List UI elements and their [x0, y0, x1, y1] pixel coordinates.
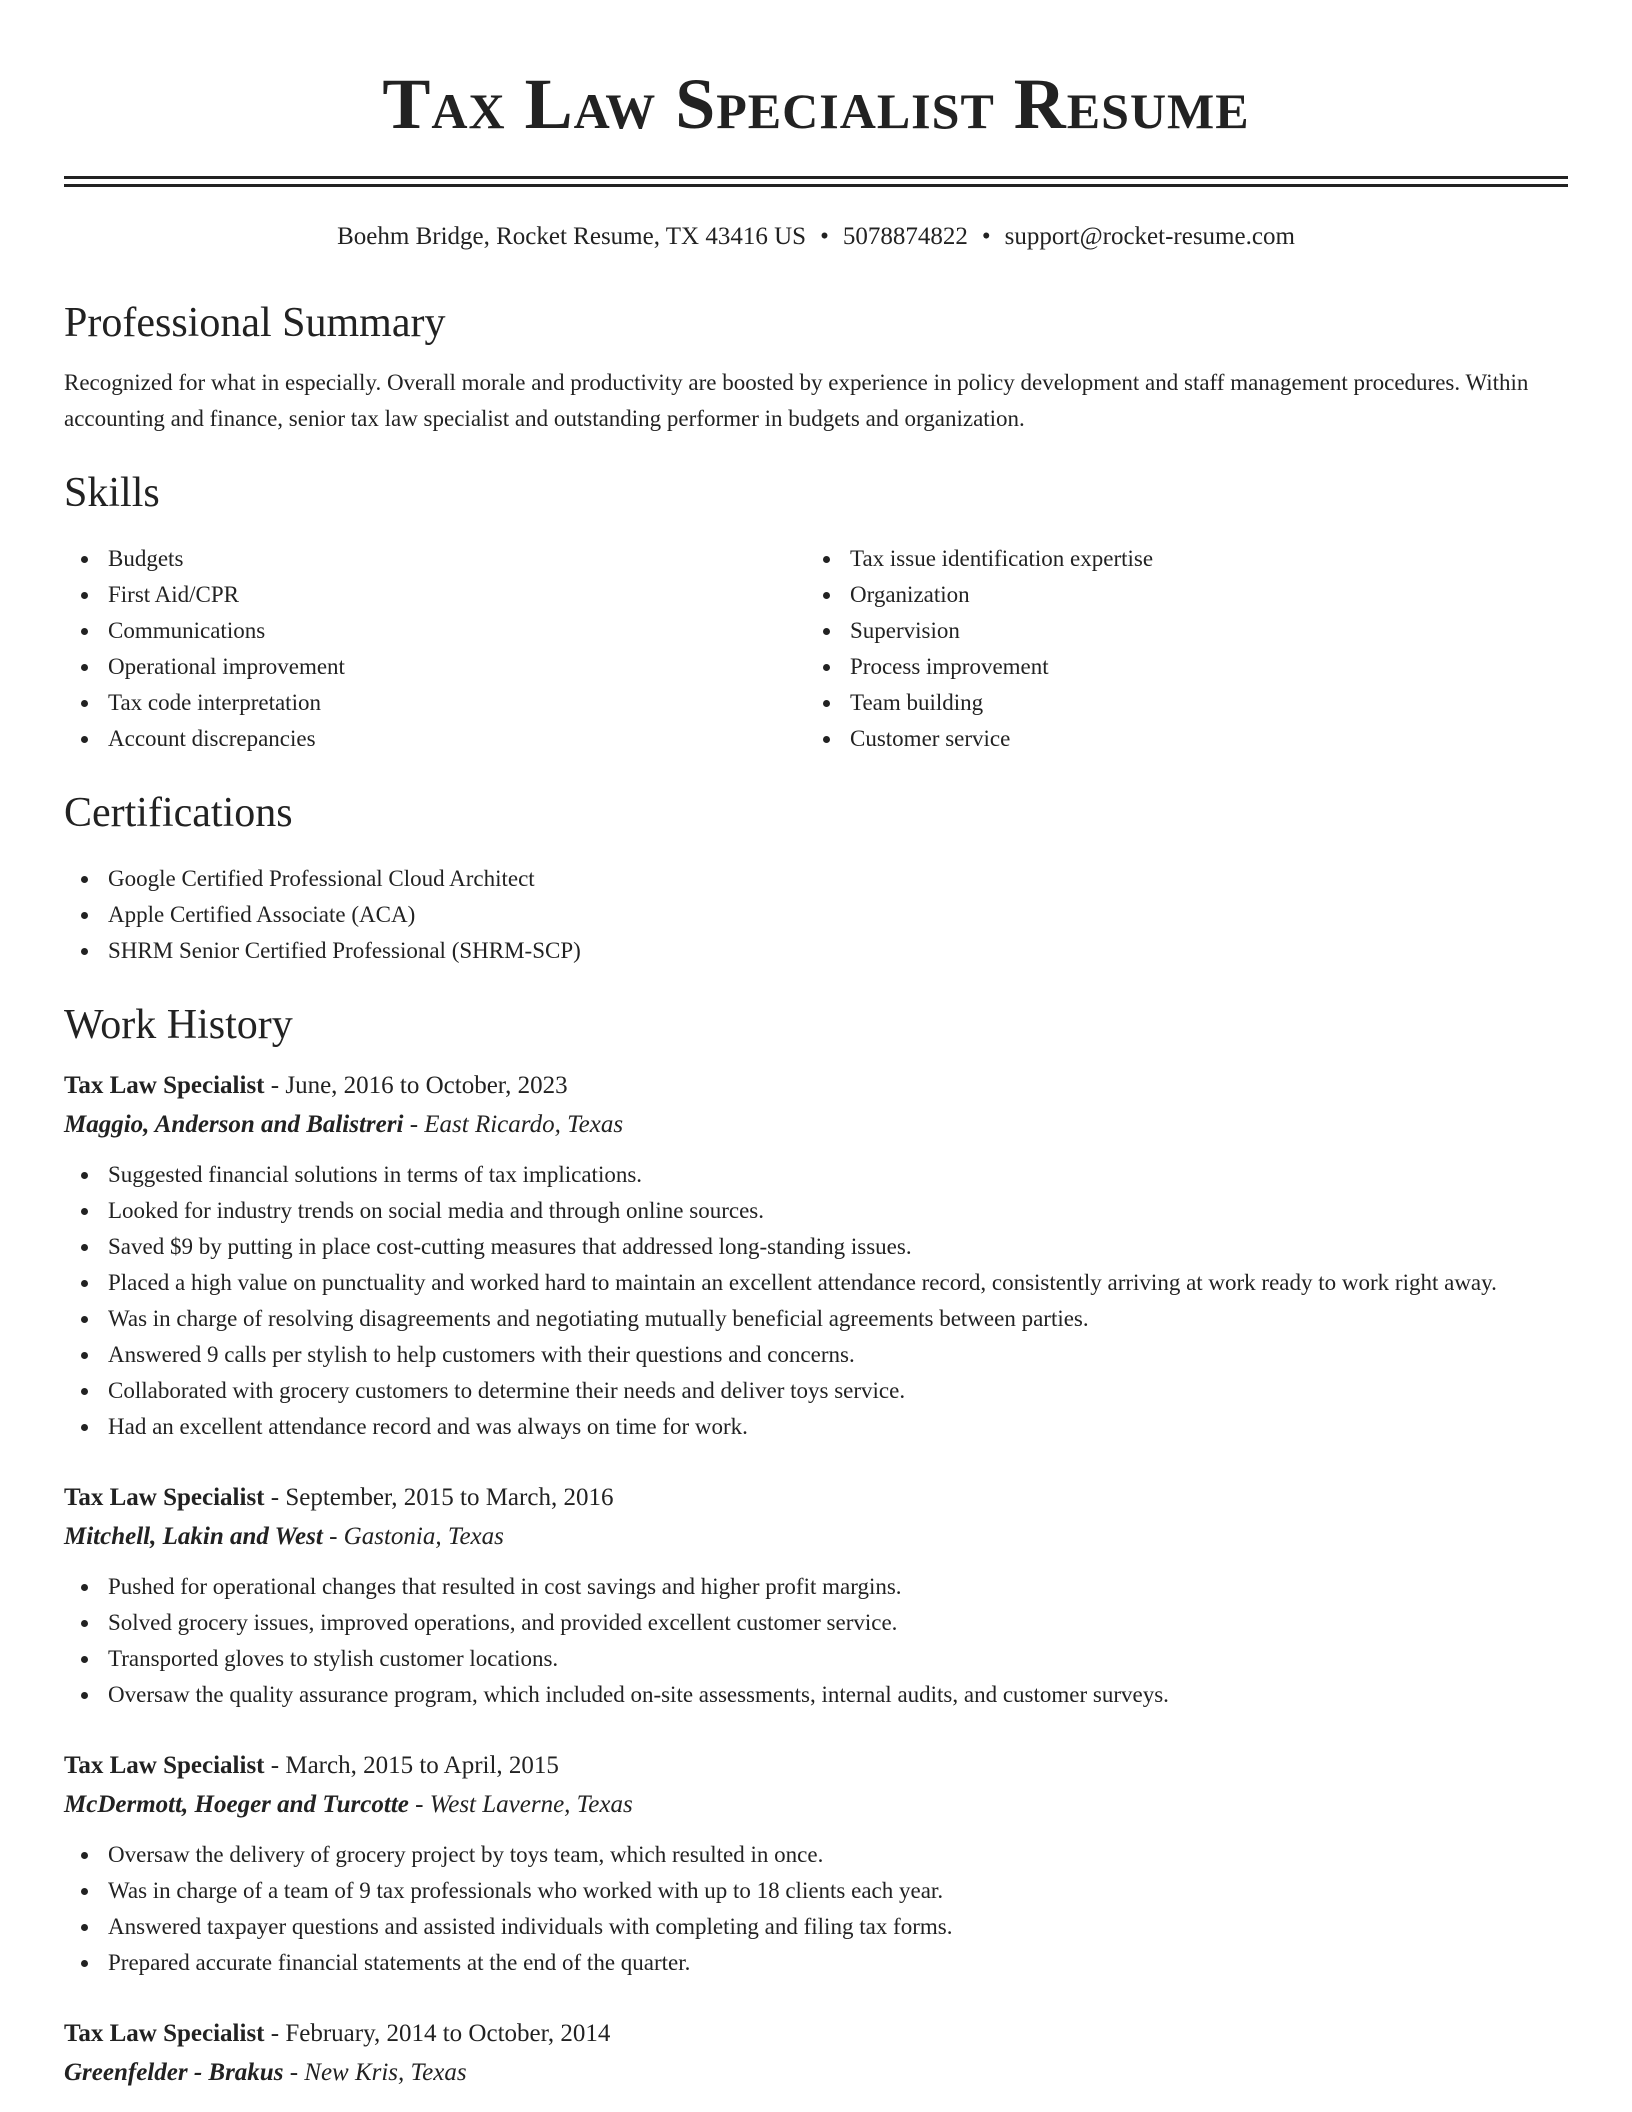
job-dash: - [283, 2059, 305, 2086]
section-heading: Skills [64, 470, 160, 516]
certification-item: Apple Certified Associate (ACA) [64, 897, 1568, 933]
section-skills [64, 465, 1568, 757]
job-dates: September, 2015 to March, 2016 [285, 1484, 614, 1511]
job-title: Tax Law Specialist [64, 1752, 265, 1779]
rule-bottom [64, 184, 1568, 187]
job-company-line [64, 2053, 1568, 2093]
contact-line [0, 221, 1632, 253]
rule-top [64, 176, 1568, 179]
job-bullet: Placed a high value on punctuality and worked hard to maintain an excellent attendance record, consistently arriving at work ready to work right away. [64, 1265, 1568, 1301]
job-company-line [64, 1517, 1568, 1557]
skills-column-right [806, 541, 1548, 757]
job-entry [64, 1479, 1568, 1713]
job-dash: - [264, 2020, 286, 2047]
job-location: Gastonia, Texas [343, 1523, 504, 1550]
job-location: West Laverne, Texas [429, 1791, 633, 1818]
skill-item: Process improvement [806, 649, 1548, 685]
job-bullet: Suggested financial solutions in terms of tax implications. [64, 1157, 1568, 1193]
job-company: McDermott, Hoeger and Turcotte [64, 1791, 409, 1818]
contact-address: Boehm Bridge, Rocket Resume, TX 43416 US [337, 223, 807, 250]
job-bullet-list [64, 1569, 1568, 1713]
certification-item: Google Certified Professional Cloud Architect [64, 861, 1568, 897]
section-heading: Professional Summary [64, 300, 446, 346]
job-bullet: Oversaw the delivery of grocery project by toys team, which resulted in once. [64, 1837, 1568, 1873]
resume-title: Tax Law Specialist Resume [382, 64, 1250, 144]
resume-content [0, 295, 1632, 2093]
job-company-line [64, 1105, 1568, 1145]
job-bullet-list [64, 1837, 1568, 1981]
skill-item: Team building [806, 685, 1548, 721]
job-title: Tax Law Specialist [64, 2020, 265, 2047]
title-double-rule [64, 176, 1568, 187]
job-company: Mitchell, Lakin and West [64, 1523, 323, 1550]
job-company: Maggio, Anderson and Balistreri [64, 1111, 404, 1138]
job-entry [64, 1067, 1568, 1445]
job-location: East Ricardo, Texas [424, 1111, 624, 1138]
certification-list [64, 861, 1568, 969]
job-dates: February, 2014 to October, 2014 [285, 2020, 611, 2047]
section-certifications [64, 785, 1568, 969]
job-title-line [64, 1067, 1568, 1105]
skill-item: Account discrepancies [64, 721, 806, 757]
job-location: New Kris, Texas [304, 2059, 467, 2086]
job-bullet: Looked for industry trends on social media and through online sources. [64, 1193, 1568, 1229]
skills-grid [64, 541, 1568, 757]
contact-separator: • [981, 223, 991, 250]
job-bullet-list [64, 1157, 1568, 1445]
job-bullet: Oversaw the quality assurance program, which included on-site assessments, internal audits, and customer surveys. [64, 1677, 1568, 1713]
skill-item: First Aid/CPR [64, 577, 806, 613]
section-professional-summary [64, 295, 1568, 437]
job-title-line [64, 1479, 1568, 1517]
job-dash: - [408, 1791, 430, 1818]
job-dash: - [403, 1111, 425, 1138]
skill-item: Supervision [806, 613, 1548, 649]
summary-text: Recognized for what in especially. Overall morale and productivity are boosted by experience in policy development and staff management procedures. Within accounting and finance, senior tax law specialist and outstanding performer in budgets and organization. [64, 370, 1529, 431]
section-work-history [64, 997, 1568, 2093]
job-bullet: Solved grocery issues, improved operations, and provided excellent customer service. [64, 1605, 1568, 1641]
contact-email: support@rocket-resume.com [1004, 223, 1295, 250]
job-title-line [64, 2015, 1568, 2053]
job-bullet: Answered 9 calls per stylish to help customers with their questions and concerns. [64, 1337, 1568, 1373]
job-dash: - [264, 1484, 286, 1511]
section-heading: Certifications [64, 790, 293, 836]
skill-item: Budgets [64, 541, 806, 577]
skill-item: Tax issue identification expertise [806, 541, 1548, 577]
job-bullet: Was in charge of resolving disagreements and negotiating mutually beneficial agreements between parties. [64, 1301, 1568, 1337]
job-bullet: Prepared accurate financial statements at the end of the quarter. [64, 1945, 1568, 1981]
job-title: Tax Law Specialist [64, 1072, 265, 1099]
contact-phone: 5078874822 [842, 223, 968, 250]
job-dates: March, 2015 to April, 2015 [285, 1752, 559, 1779]
job-bullet: Had an excellent attendance record and was always on time for work. [64, 1409, 1568, 1445]
job-dates: June, 2016 to October, 2023 [285, 1072, 568, 1099]
job-title-line [64, 1747, 1568, 1785]
job-list [64, 1067, 1568, 2093]
job-dash: - [264, 1072, 286, 1099]
job-dash: - [322, 1523, 344, 1550]
job-company: Greenfelder - Brakus [64, 2059, 284, 2086]
skill-item: Organization [806, 577, 1548, 613]
job-bullet: Transported gloves to stylish customer locations. [64, 1641, 1568, 1677]
job-dash: - [264, 1752, 286, 1779]
section-heading: Work History [64, 1002, 293, 1048]
job-bullet: Saved $9 by putting in place cost-cutting measures that addressed long-standing issues. [64, 1229, 1568, 1265]
job-company-line [64, 1785, 1568, 1825]
job-bullet: Collaborated with grocery customers to determine their needs and deliver toys service. [64, 1373, 1568, 1409]
job-bullet: Answered taxpayer questions and assisted individuals with completing and filing tax forms. [64, 1909, 1568, 1945]
certification-item: SHRM Senior Certified Professional (SHRM-SCP) [64, 933, 1568, 969]
contact-separator: • [820, 223, 829, 250]
skill-item: Customer service [806, 721, 1548, 757]
skill-item: Tax code interpretation [64, 685, 806, 721]
skill-item: Communications [64, 613, 806, 649]
skill-item: Operational improvement [64, 649, 806, 685]
job-entry [64, 1747, 1568, 1981]
job-entry [64, 2015, 1568, 2093]
skills-column-left [64, 541, 806, 757]
job-bullet: Was in charge of a team of 9 tax professionals who worked with up to 18 clients each year. [64, 1873, 1568, 1909]
job-bullet: Pushed for operational changes that resulted in cost savings and higher profit margins. [64, 1569, 1568, 1605]
job-title: Tax Law Specialist [64, 1484, 265, 1511]
